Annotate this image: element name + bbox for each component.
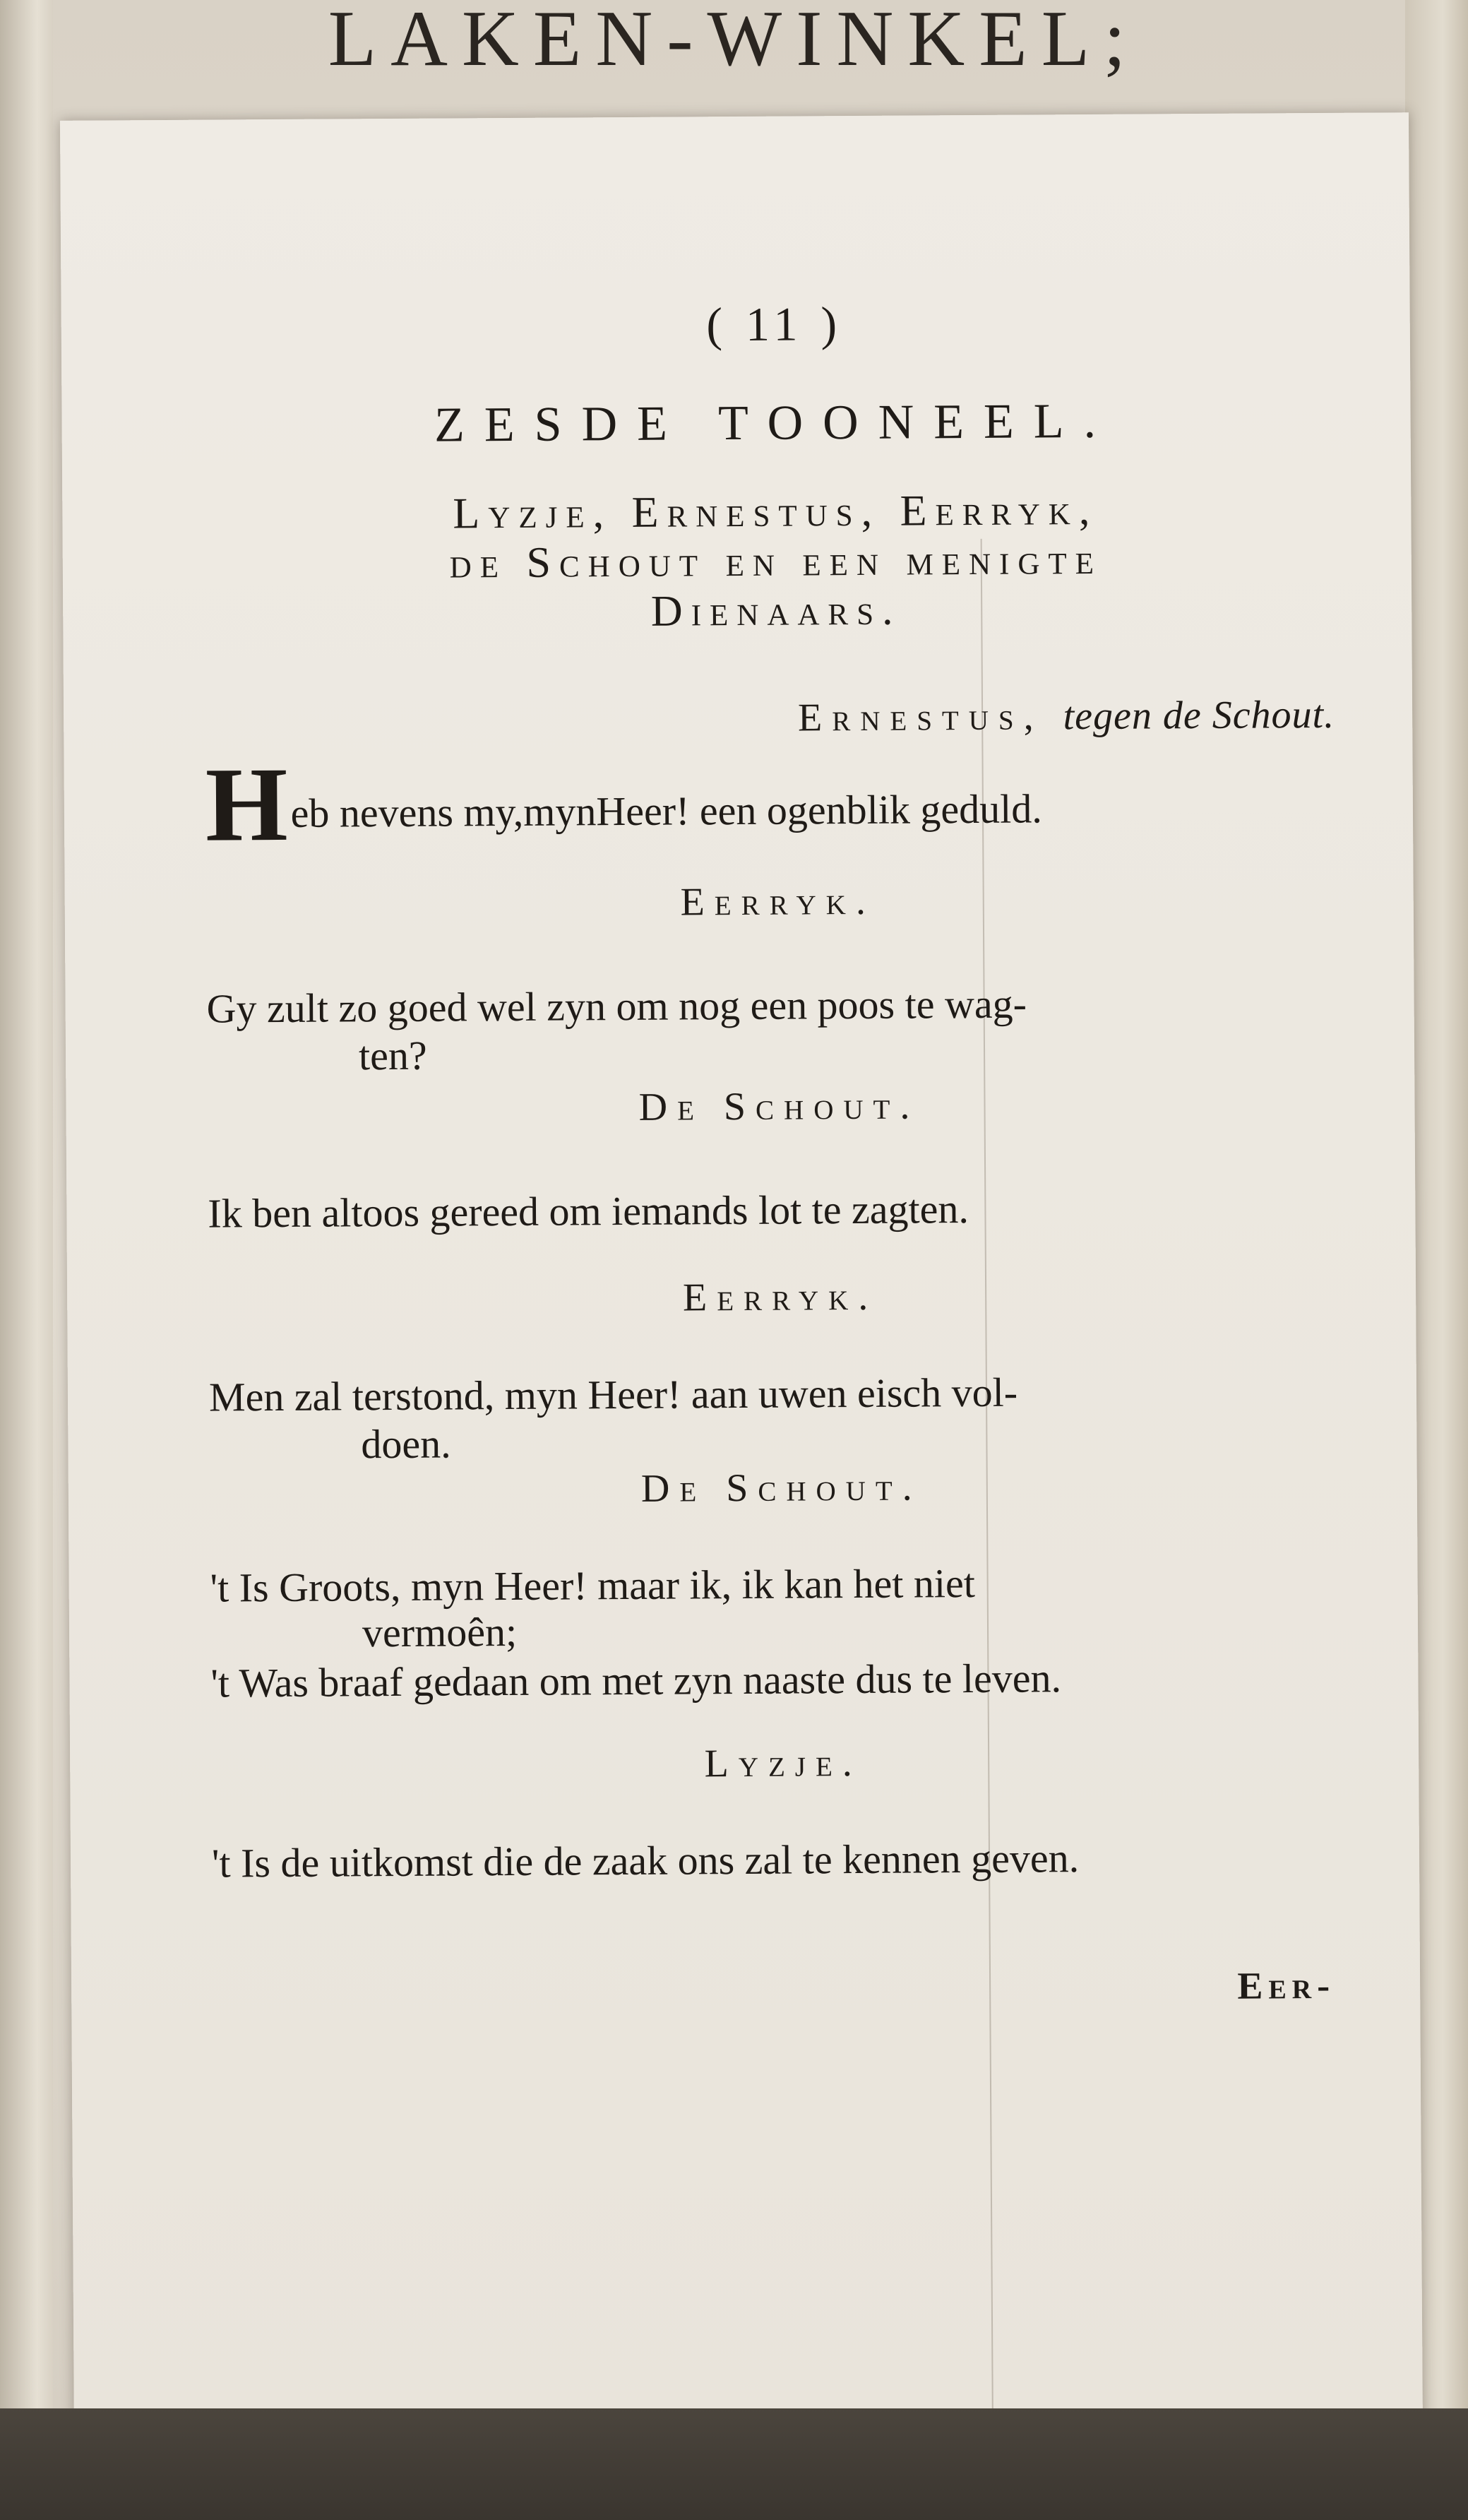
verse-text: eb nevens my,mynHeer! een ogenblik geduld.	[290, 785, 1042, 836]
verse-line: Gy zult zo goed wel zyn om nog een poos te wag-	[206, 980, 1027, 1032]
verse-line-continuation: doen.	[361, 1420, 451, 1468]
verse-line	[205, 745, 1350, 864]
speaker-eerryk: Eerryk.	[682, 1274, 878, 1320]
verse-line: 't Is Groots, myn Heer! maar ik, ik kan het niet	[210, 1559, 976, 1611]
verse-line: Men zal terstond, myn Heer! aan uwen eisch vol-	[208, 1369, 1018, 1420]
speaker-lyzje: Lyzje.	[704, 1740, 862, 1786]
speaker-eerryk: Eerryk.	[680, 879, 876, 925]
page-number: ( 11 )	[706, 297, 843, 352]
verse-line-continuation: vermoên;	[362, 1608, 518, 1656]
verse-line: 't Is de uitkomst die de zaak ons zal te kennen geven.	[211, 1835, 1080, 1886]
character-list	[203, 484, 1348, 639]
character-list-line: Dienaars.	[650, 586, 902, 636]
verse-line: Ik ben altoos gereed om iemands lot te zagten.	[208, 1186, 969, 1237]
book-page	[60, 112, 1423, 2444]
running-head-text: LAKEN-WINKEL;	[328, 0, 1140, 83]
drop-cap: H	[205, 745, 289, 864]
running-head	[42, 0, 1468, 83]
verse-line: 't Was braaf gedaan om met zyn naaste dus te leven.	[210, 1655, 1062, 1706]
stage-direction: tegen de Schout.	[1063, 692, 1335, 739]
speaker-de-schout: De Schout.	[638, 1083, 920, 1129]
speaker-name: Ernestus,	[797, 694, 1044, 740]
book-spine-edge	[0, 0, 53, 2520]
speaker-de-schout: De Schout.	[640, 1465, 922, 1511]
speaker-ernestus	[205, 692, 1349, 744]
table-surface	[0, 2408, 1468, 2520]
verse-line-continuation: ten?	[358, 1032, 427, 1079]
catchword: Eer-	[1237, 1963, 1336, 2007]
character-list-line: Lyzje, Ernestus, Eerryk,	[453, 485, 1099, 538]
character-list-line: de Schout en een menigte	[449, 535, 1103, 588]
scene-heading: ZESDE TOONEEL.	[434, 393, 1116, 453]
